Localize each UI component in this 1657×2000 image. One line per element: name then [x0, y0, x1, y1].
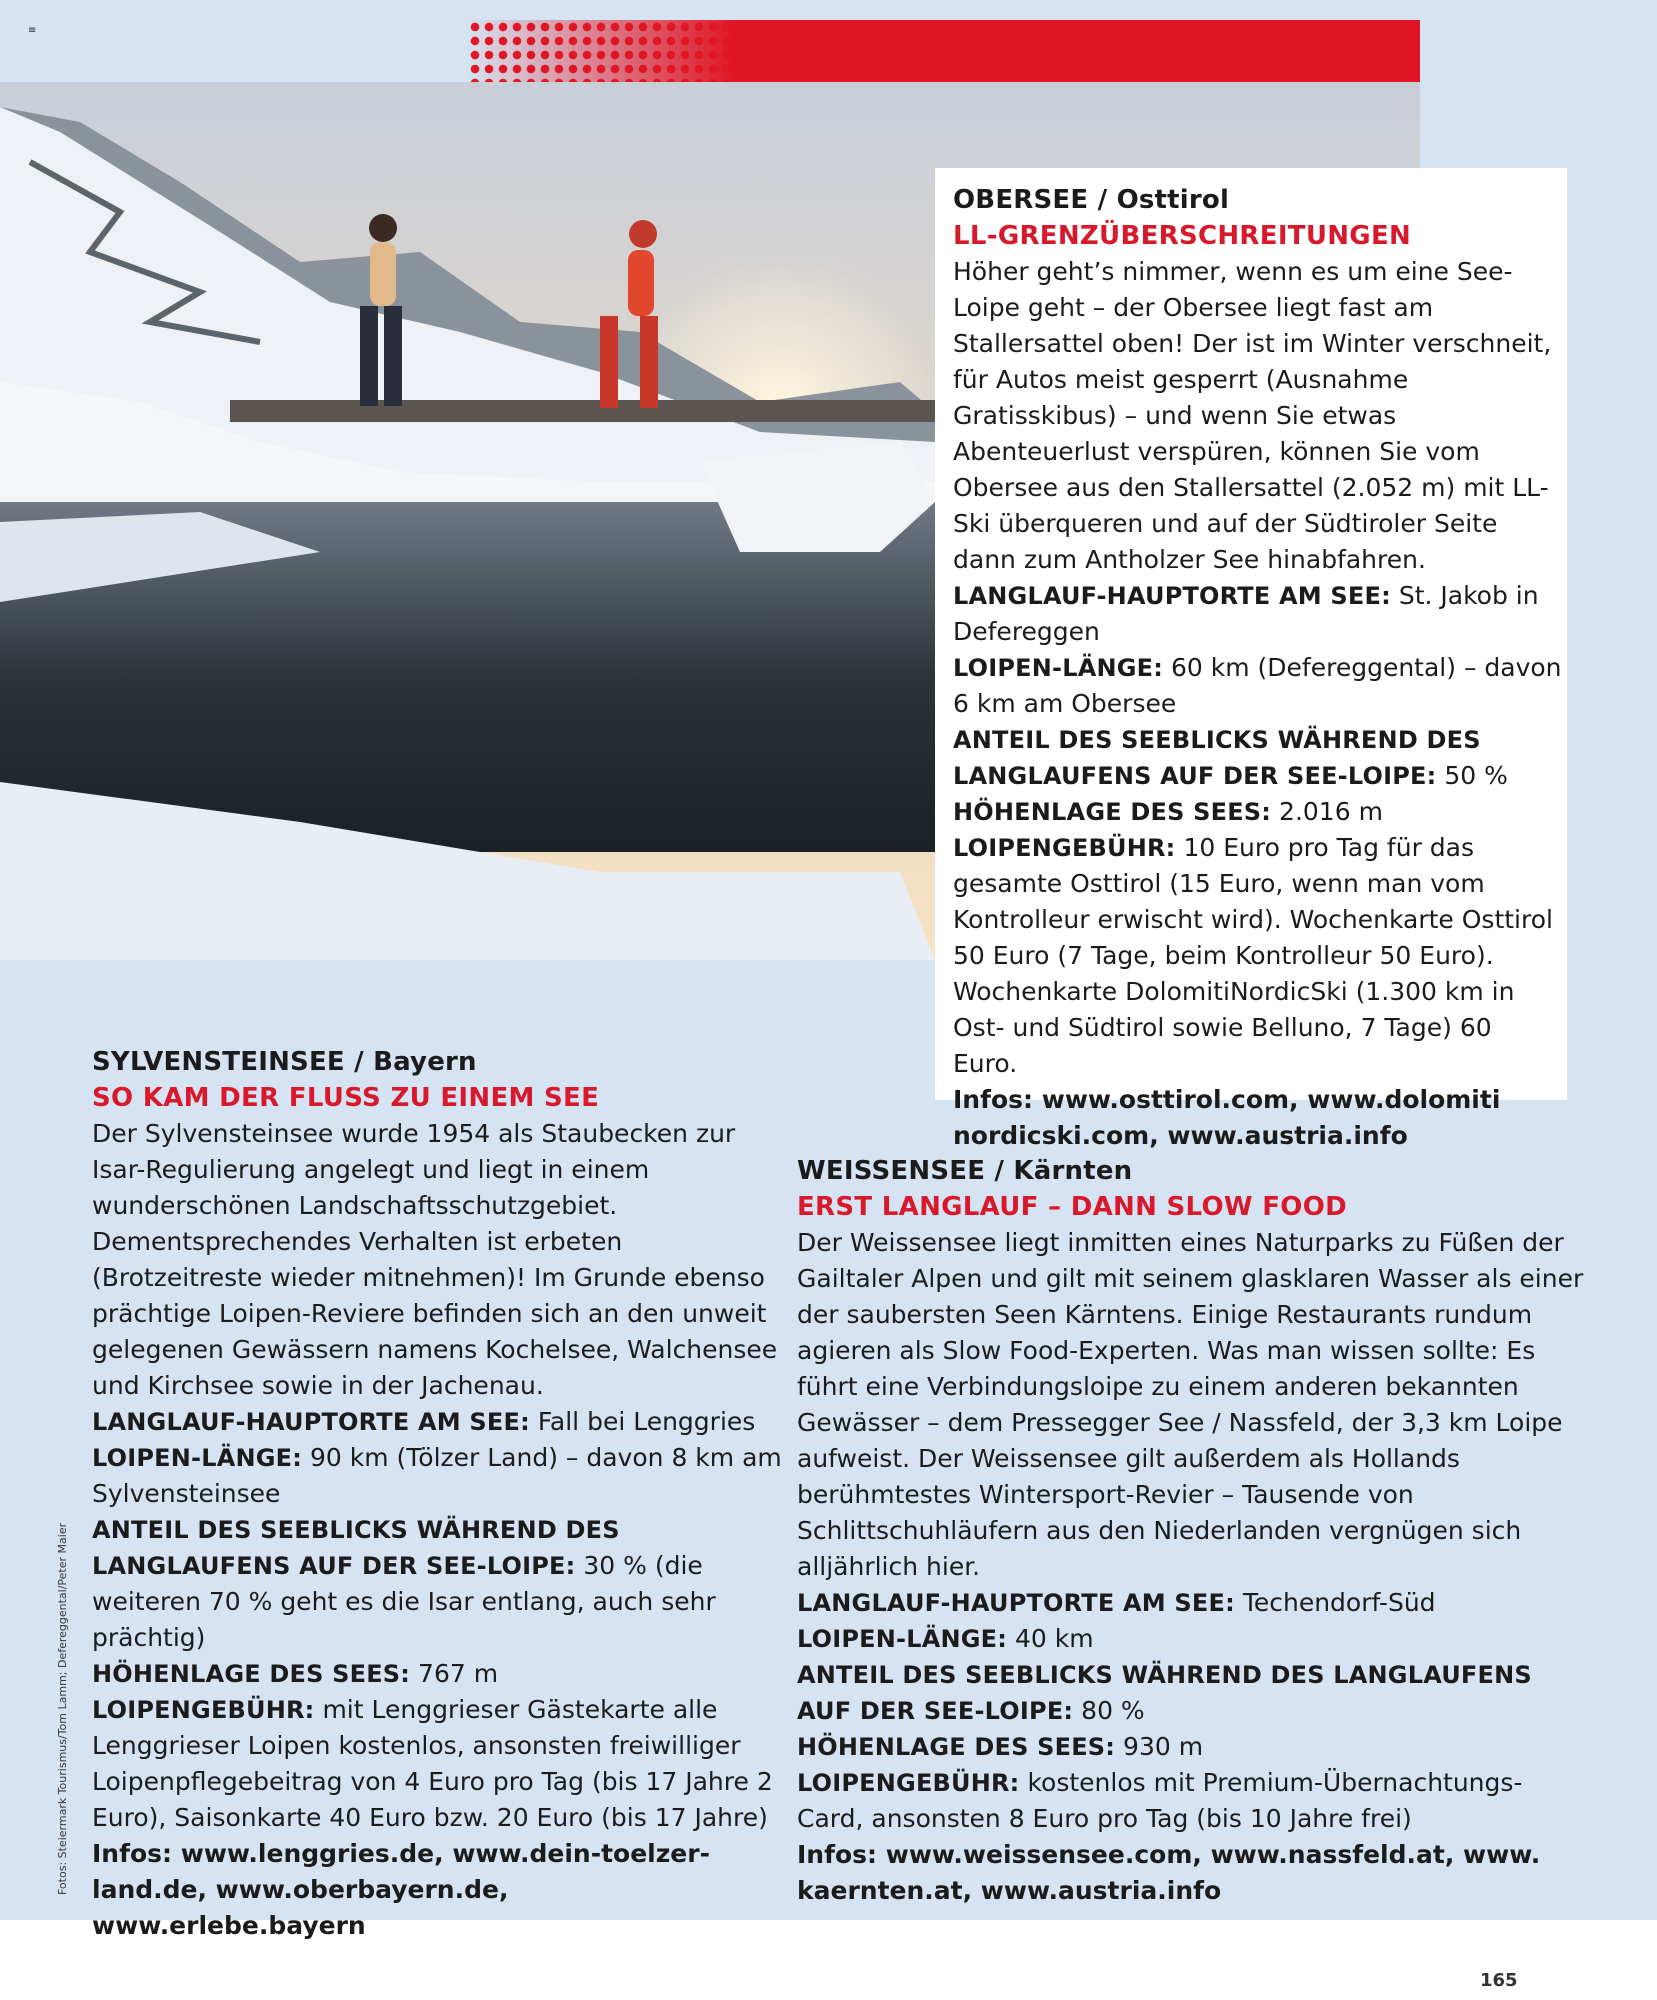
sylvensteinsee-loipen-laenge: LOIPEN-LÄNGE: 90 km (Tölzer Land) – davon 8 km am Sylvensteinsee: [92, 1443, 782, 1508]
obersee-body: Höher geht’s nimmer, wenn es um eine See-Loipe geht – der Obersee liegt fast am Stallersattel oben! Der ist im Winter verschneit, für Autos meist gesperrt (Ausnahme Gratisskibus) – und wenn Sie etwas Abenteuerlust verspüren, können Sie vom Obersee aus den Stallersattel (2.052 m) mit LL-Ski überqueren und auf der Südtiroler Seite dann zum Antholzer See hinabfahren.: [953, 257, 1552, 574]
halftone-dots: [468, 20, 848, 82]
sylvensteinsee-body: Der Sylvensteinsee wurde 1954 als Staubecken zur Isar-Regulierung angelegt und liegt in einem wunderschönen Landschaftsschutzgebiet. Dementsprechendes Verhalten ist erbeten (Brotzeitreste wieder mitnehmen)! Im Grunde ebenso prächtige Loipen-Reviere befinden sich an den unweit gelegenen Gewässern namens Kochelsee, Walchensee und Kirchsee sowie in der Jachenau.: [92, 1119, 778, 1400]
weissensee-section: [797, 1153, 1587, 1909]
sylvensteinsee-loipengebuehr: LOIPENGEBÜHR: mit Lenggrieser Gästekarte alle Lenggrieser Loipen kostenlos, ansonsten freiwilliger Loipenpflegebeitrag von 4 Euro pro Tag (bis 17 Jahre 2 Euro), Saisonkarte 40 Euro bzw. 20 Euro (bis 17 Jahre): [92, 1695, 773, 1832]
obersee-seeblick: ANTEIL DES SEEBLICKS WÄHREND DES LANGLAUFENS AUF DER SEE-LOIPE: 50 %: [953, 726, 1508, 790]
weissensee-infos: Infos: www.weissensee.com, www.nassfeld.at, www. kaernten.at, www.austria.info: [797, 1840, 1541, 1905]
sylvensteinsee-seeblick: ANTEIL DES SEEBLICKS WÄHREND DES LANGLAUFENS AUF DER SEE-LOIPE: 30 % (die weiteren 70 % geht es die Isar entlang, auch sehr prächtig): [92, 1516, 716, 1652]
obersee-headline: LL-GRENZÜBERSCHREITUNGEN: [953, 221, 1412, 251]
weissensee-seeblick: ANTEIL DES SEEBLICKS WÄHREND DES LANGLAUFENS AUF DER SEE-LOIPE: 80 %: [797, 1661, 1532, 1725]
obersee-infos: Infos: www.osttirol.com, www.dolomiti nordicski.com, www.austria.info: [953, 1085, 1501, 1150]
weissensee-loipen-laenge: LOIPEN-LÄNGE: 40 km: [797, 1624, 1094, 1653]
sylvensteinsee-section: [92, 1044, 782, 1944]
sylvensteinsee-hoehenlage: HÖHENLAGE DES SEES: 767 m: [92, 1659, 499, 1688]
weissensee-body: Der Weissensee liegt inmitten eines Naturparks zu Füßen der Gailtaler Alpen und gilt mit seinem glasklaren Wasser als einer der saubersten Seen Kärntens. Einige Restaurants rundum agieren als Slow Food-Experten. Was man wissen sollte: Es führt eine Verbindungsloipe zu einem anderen bekannten Gewässer – dem Pressegger See / Nassfeld, der 3,3 km Loipe aufweist. Der Weissensee gilt außerdem als Hollands berühmtestes Wintersport-Revier – Tausende von Schlittschuhläufern aus den Niederlanden vergnügen sich alljährlich hier.: [797, 1228, 1584, 1581]
weissensee-place-title: WEISSENSEE / Kärnten: [797, 1156, 1133, 1186]
weissensee-loipengebuehr: LOIPENGEBÜHR: kostenlos mit Premium-Übernachtungs-Card, ansonsten 8 Euro pro Tag (bis 10 Jahre frei): [797, 1768, 1523, 1833]
weissensee-headline: ERST LANGLAUF – DANN SLOW FOOD: [797, 1192, 1347, 1222]
page-number: 165: [1480, 1970, 1518, 1991]
obersee-loipen-laenge: LOIPEN-LÄNGE: 60 km (Defereggental) – davon 6 km am Obersee: [953, 653, 1562, 718]
sylvensteinsee-hauptorte: LANGLAUF-HAUPTORTE AM SEE: Fall bei Lenggries: [92, 1407, 756, 1436]
corner-mark-icon: ≡: [28, 25, 37, 36]
weissensee-hoehenlage: HÖHENLAGE DES SEES: 930 m: [797, 1732, 1204, 1761]
red-header-bar: [468, 20, 1420, 82]
sylvensteinsee-infos: Infos: www.lenggries.de, www.dein-toelzer-land.de, www.oberbayern.de, www.erlebe.bayern: [92, 1839, 710, 1940]
obersee-section: [953, 182, 1563, 1154]
obersee-hauptorte: LANGLAUF-HAUPTORTE AM SEE: St. Jakob in Defereggen: [953, 581, 1539, 646]
weissensee-hauptorte: LANGLAUF-HAUPTORTE AM SEE: Techendorf-Süd: [797, 1588, 1436, 1617]
photo-credit: Fotos: Steiermark Tourismus/Tom Lamm; Defereggental/Peter Maier: [56, 1522, 69, 1895]
sylvensteinsee-headline: SO KAM DER FLUSS ZU EINEM SEE: [92, 1083, 600, 1113]
sylvensteinsee-place-title: SYLVENSTEINSEE / Bayern: [92, 1047, 477, 1077]
obersee-hoehenlage: HÖHENLAGE DES SEES: 2.016 m: [953, 797, 1383, 826]
obersee-place-title: OBERSEE / Osttirol: [953, 185, 1230, 215]
obersee-loipengebuehr: LOIPENGEBÜHR: 10 Euro pro Tag für das gesamte Osttirol (15 Euro, wenn man vom Kontrolleur erwischt wird). Wochenkarte Osttirol 50 Euro (7 Tage, beim Kontrolleur 50 Euro). Wochenkarte DolomitiNordicSki (1.300 km in Ost- und Südtirol sowie Belluno, 7 Tage) 60 Euro.: [953, 833, 1553, 1078]
